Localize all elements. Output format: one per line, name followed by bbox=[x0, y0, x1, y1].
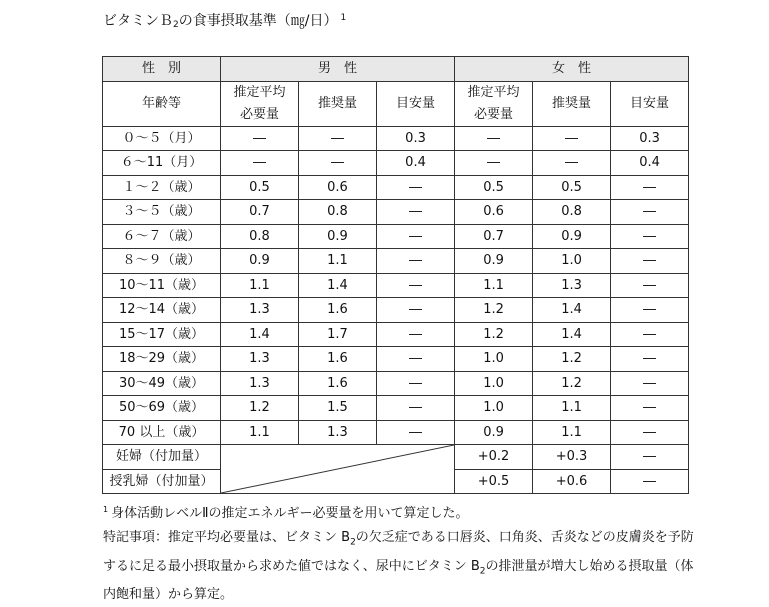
female-value-cell: 0.9 bbox=[533, 224, 611, 249]
female-value-cell: ― bbox=[455, 151, 533, 176]
female-extra-value-cell: ― bbox=[611, 445, 689, 470]
male-value-cell: ― bbox=[377, 396, 455, 421]
female-value-cell: ― bbox=[611, 273, 689, 298]
extra-label-cell: 授乳婦（付加量） bbox=[103, 469, 221, 494]
table-row bbox=[103, 420, 689, 445]
title-subscript: 2 bbox=[173, 20, 179, 30]
female-value-cell: 0.8 bbox=[533, 200, 611, 225]
age-cell: 12～14（歳） bbox=[103, 298, 221, 323]
male-value-cell: 0.6 bbox=[299, 175, 377, 200]
female-value-cell: 1.3 bbox=[533, 273, 611, 298]
female-extra-value-cell: ― bbox=[611, 469, 689, 494]
female-value-cell: 1.2 bbox=[455, 298, 533, 323]
female-value-cell: 1.2 bbox=[455, 322, 533, 347]
header-female-ai: 目安量 bbox=[611, 81, 689, 126]
table-row bbox=[103, 224, 689, 249]
page-title bbox=[103, 8, 346, 35]
age-cell: 70 以上（歳） bbox=[103, 420, 221, 445]
female-value-cell: 1.1 bbox=[533, 396, 611, 421]
male-value-cell: ― bbox=[377, 371, 455, 396]
age-cell: 15～17（歳） bbox=[103, 322, 221, 347]
special-note bbox=[103, 526, 703, 607]
male-value-cell: 0.5 bbox=[221, 175, 299, 200]
age-cell: 10～11（歳） bbox=[103, 273, 221, 298]
male-value-cell: 0.8 bbox=[299, 200, 377, 225]
female-value-cell: 1.0 bbox=[455, 396, 533, 421]
male-value-cell: 1.3 bbox=[299, 420, 377, 445]
table-row bbox=[103, 273, 689, 298]
table-row bbox=[103, 322, 689, 347]
female-value-cell: ― bbox=[611, 371, 689, 396]
notes bbox=[103, 498, 703, 607]
male-value-cell: 0.8 bbox=[221, 224, 299, 249]
title-text: ビタミンＢ bbox=[103, 13, 173, 29]
special-note-part3: の排泄量が増大し始める摂取量（体内飽和量）から算定。 bbox=[103, 558, 694, 603]
age-cell: １～２（歳） bbox=[103, 175, 221, 200]
header-male-ai: 目安量 bbox=[377, 81, 455, 126]
male-value-cell: 1.1 bbox=[221, 420, 299, 445]
age-cell: ８～９（歳） bbox=[103, 249, 221, 274]
female-value-cell: 1.2 bbox=[533, 371, 611, 396]
female-value-cell: 0.3 bbox=[611, 126, 689, 151]
header-row-sex bbox=[103, 57, 689, 82]
header-male-rda: 推奨量 bbox=[299, 81, 377, 126]
male-value-cell: ― bbox=[299, 151, 377, 176]
female-value-cell: ― bbox=[611, 175, 689, 200]
male-value-cell: ― bbox=[377, 224, 455, 249]
intake-table bbox=[102, 56, 689, 494]
age-cell: ６～７（歳） bbox=[103, 224, 221, 249]
female-value-cell: 0.9 bbox=[455, 420, 533, 445]
table-row bbox=[103, 347, 689, 372]
male-value-cell: 0.4 bbox=[377, 151, 455, 176]
female-value-cell: ― bbox=[611, 298, 689, 323]
female-value-cell: ― bbox=[611, 347, 689, 372]
male-value-cell: 1.6 bbox=[299, 371, 377, 396]
female-value-cell: 1.1 bbox=[455, 273, 533, 298]
age-cell: ６～11（月） bbox=[103, 151, 221, 176]
female-value-cell: 0.7 bbox=[455, 224, 533, 249]
male-value-cell: 1.3 bbox=[221, 371, 299, 396]
female-value-cell: ― bbox=[611, 224, 689, 249]
female-value-cell: 0.6 bbox=[455, 200, 533, 225]
male-value-cell: ― bbox=[221, 126, 299, 151]
table-row bbox=[103, 175, 689, 200]
male-value-cell: 1.6 bbox=[299, 347, 377, 372]
header-sex: 性 別 bbox=[103, 57, 221, 82]
diagonal-line bbox=[221, 445, 454, 493]
male-value-cell: 0.7 bbox=[221, 200, 299, 225]
male-value-cell: 0.9 bbox=[299, 224, 377, 249]
female-value-cell: ― bbox=[611, 200, 689, 225]
table-row bbox=[103, 200, 689, 225]
female-value-cell: 1.0 bbox=[455, 371, 533, 396]
female-extra-value-cell: +0.2 bbox=[455, 445, 533, 470]
female-value-cell: ― bbox=[611, 396, 689, 421]
female-value-cell: ― bbox=[533, 151, 611, 176]
age-cell: 50～69（歳） bbox=[103, 396, 221, 421]
female-value-cell: 0.5 bbox=[455, 175, 533, 200]
male-na-diagonal-cell bbox=[221, 445, 455, 494]
header-row-metrics bbox=[103, 81, 689, 126]
male-value-cell: ― bbox=[377, 322, 455, 347]
age-cell: ０～５（月） bbox=[103, 126, 221, 151]
female-value-cell: 1.4 bbox=[533, 298, 611, 323]
female-value-cell: ― bbox=[611, 249, 689, 274]
title-unit: の食事摂取基準（㎎/日） bbox=[178, 13, 338, 29]
header-female-rda: 推奨量 bbox=[533, 81, 611, 126]
male-value-cell: 1.6 bbox=[299, 298, 377, 323]
age-cell: 30～49（歳） bbox=[103, 371, 221, 396]
male-value-cell: ― bbox=[377, 298, 455, 323]
male-value-cell: ― bbox=[377, 175, 455, 200]
age-cell: ３～５（歳） bbox=[103, 200, 221, 225]
female-value-cell: 1.0 bbox=[533, 249, 611, 274]
female-value-cell: 1.1 bbox=[533, 420, 611, 445]
male-value-cell: ― bbox=[377, 273, 455, 298]
table-row bbox=[103, 151, 689, 176]
footnote-mark: 1 bbox=[103, 505, 109, 514]
table-row-extra bbox=[103, 445, 689, 470]
female-value-cell: ― bbox=[611, 420, 689, 445]
footnote-text: 身体活動レベルⅡの推定エネルギー必要量を用いて算定した。 bbox=[111, 506, 469, 521]
male-value-cell: 1.1 bbox=[221, 273, 299, 298]
male-value-cell: ― bbox=[377, 420, 455, 445]
female-extra-value-cell: +0.6 bbox=[533, 469, 611, 494]
male-value-cell: 0.9 bbox=[221, 249, 299, 274]
male-value-cell: ― bbox=[377, 249, 455, 274]
footnote bbox=[103, 498, 703, 526]
title-footnote-mark: 1 bbox=[340, 13, 347, 23]
special-note-sub1: 2 bbox=[350, 537, 356, 548]
female-value-cell: ― bbox=[455, 126, 533, 151]
table-row bbox=[103, 298, 689, 323]
male-value-cell: 1.7 bbox=[299, 322, 377, 347]
age-cell: 18～29（歳） bbox=[103, 347, 221, 372]
female-value-cell: 0.4 bbox=[611, 151, 689, 176]
male-value-cell: 1.1 bbox=[299, 249, 377, 274]
male-value-cell: 0.3 bbox=[377, 126, 455, 151]
male-value-cell: ― bbox=[299, 126, 377, 151]
female-value-cell: 1.4 bbox=[533, 322, 611, 347]
header-female: 女 性 bbox=[455, 57, 689, 82]
header-male-ear: 推定平均 必要量 bbox=[221, 81, 299, 126]
male-value-cell: ― bbox=[377, 200, 455, 225]
special-note-part1: 特記事項：推定平均必要量は、ビタミン B bbox=[103, 530, 351, 545]
female-value-cell: 0.9 bbox=[455, 249, 533, 274]
special-note-sub2: 2 bbox=[479, 566, 486, 577]
extra-label-cell: 妊婦（付加量） bbox=[103, 445, 221, 470]
female-extra-value-cell: +0.5 bbox=[455, 469, 533, 494]
female-value-cell: ― bbox=[533, 126, 611, 151]
male-value-cell: 1.2 bbox=[221, 396, 299, 421]
male-value-cell: ― bbox=[221, 151, 299, 176]
female-value-cell: ― bbox=[611, 322, 689, 347]
female-value-cell: 1.0 bbox=[455, 347, 533, 372]
table-row bbox=[103, 126, 689, 151]
header-age: 年齢等 bbox=[103, 81, 221, 126]
female-value-cell: 0.5 bbox=[533, 175, 611, 200]
male-value-cell: 1.4 bbox=[221, 322, 299, 347]
special-note-part2: の欠乏症である口唇炎、口角炎、舌炎などの皮膚炎を予防するに足る最小摂取量から求めた値ではなく、尿中にビタミン B bbox=[103, 530, 694, 574]
table-row bbox=[103, 249, 689, 274]
male-value-cell: 1.5 bbox=[299, 396, 377, 421]
header-female-ear: 推定平均 必要量 bbox=[455, 81, 533, 126]
male-value-cell: ― bbox=[377, 347, 455, 372]
male-value-cell: 1.3 bbox=[221, 298, 299, 323]
female-extra-value-cell: +0.3 bbox=[533, 445, 611, 470]
table-row bbox=[103, 396, 689, 421]
table-row bbox=[103, 371, 689, 396]
male-value-cell: 1.4 bbox=[299, 273, 377, 298]
female-value-cell: 1.2 bbox=[533, 347, 611, 372]
male-value-cell: 1.3 bbox=[221, 347, 299, 372]
header-male: 男 性 bbox=[221, 57, 455, 82]
